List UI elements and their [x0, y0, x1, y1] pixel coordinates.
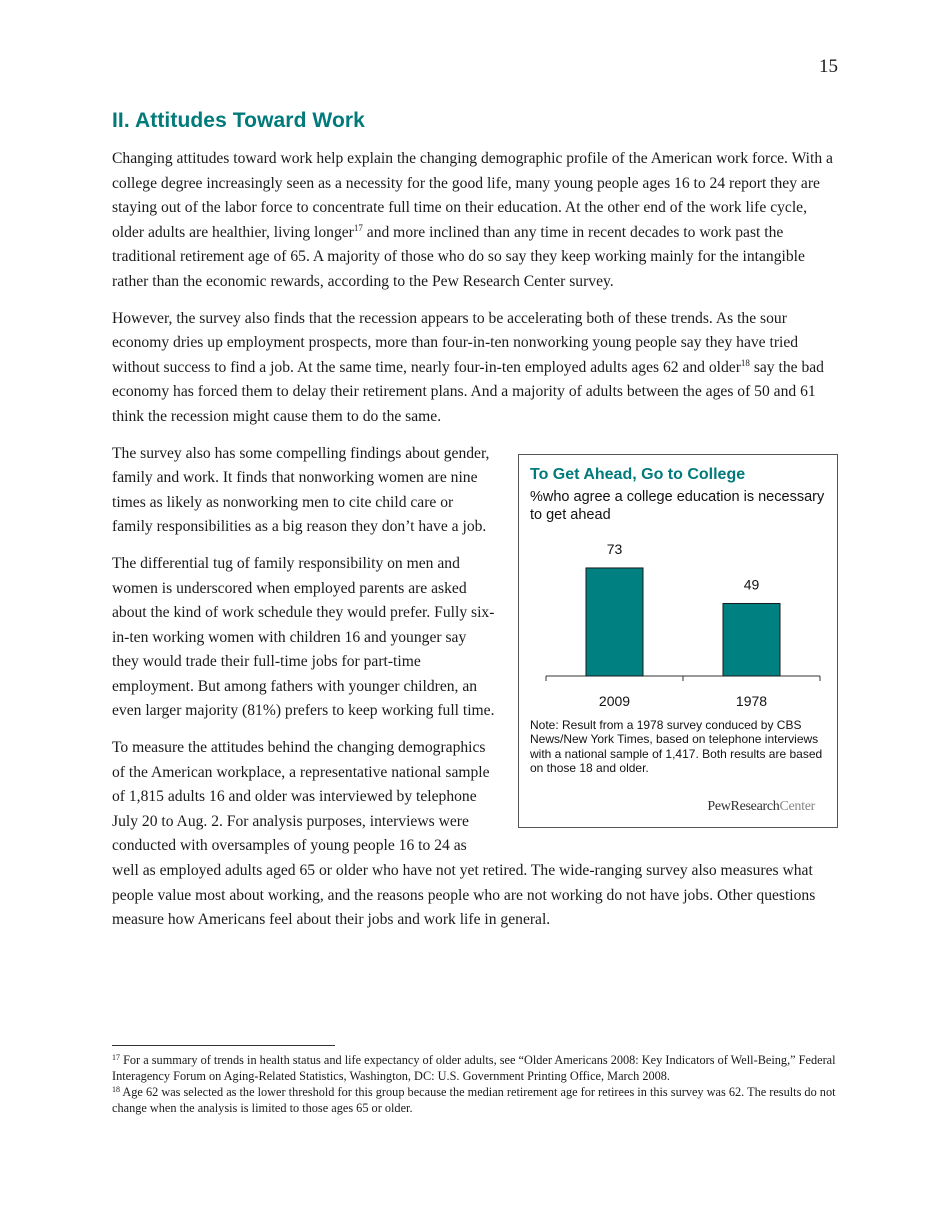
- paragraph-1-text-a: Changing attitudes toward work help explain the changing demographic profile of the American work force. With a college degree increasingly seen as a necessity for the good life, many young people ages 16 to 24 report they are staying out of the labor force to concentrate full time on their education. At the other end of the work life cycle, older adults are healthier, living longer: [112, 150, 833, 241]
- paragraph-1: [112, 147, 838, 295]
- footnote-ref-18[interactable]: 18: [740, 357, 750, 368]
- footnote-18-number: 18: [112, 1085, 120, 1094]
- paragraph-2-text-b: say the bad economy has forced them to delay their retirement plans. And a majority of adults between the ages of 50 and 61 think the recession might cause them to do the same.: [112, 358, 824, 425]
- category-label-2009: 2009: [598, 692, 631, 709]
- bar-2009: [586, 567, 643, 675]
- footnote-divider: [112, 1045, 335, 1046]
- paragraph-5: To measure the attitudes behind the changing demographics of the American workplace, a representative national sample of 1,815 adults 16 and older was interviewed by telephone July 20 to Aug. 2. For analysis purposes, interviews were conducted with oversamples of young people 16 to 24 as well as employed adults aged 65 or older who have not yet retired. The wide-ranging survey also measures what people value most about working, and the reasons people who are not working do not have jobs. Other questions measure how Americans feel about their jobs and work life in general.: [112, 739, 816, 929]
- chart-box: [518, 454, 838, 828]
- category-label-1978: 1978: [735, 692, 768, 709]
- footnote-18: [112, 1084, 838, 1116]
- paragraph-2: [112, 307, 838, 430]
- footnotes: [112, 1045, 838, 1116]
- main-content: [112, 109, 838, 945]
- pew-research-logo: [707, 799, 815, 815]
- footnote-18-text: Age 62 was selected as the lower threshold for this group because the median retirement age for retirees in this survey was 62. The results do not change when the analysis is limited to those ages 65 or older.: [112, 1085, 836, 1115]
- footnote-17: [112, 1052, 838, 1084]
- pew-logo-text: PewResearch: [707, 798, 780, 814]
- paragraph-2-text-a: However, the survey also finds that the recession appears to be accelerating both of these trends. As the sour economy dries up employment prospects, more than four-in-ten nonworking young people say they have tried without success to find a job. At the same time, nearly four-in-ten employed adults ages 62 and older: [112, 309, 799, 376]
- data-label-1978: 49: [743, 576, 760, 593]
- chart-subtitle: %who agree a college education is necessary to get ahead: [530, 488, 825, 523]
- footnote-17-text: For a summary of trends in health status and life expectancy of older adults, see “Older Americans 2008: Key Indicators of Well-Being,” Federal Interagency Forum on Aging-Related Statistics, Washington, DC: U.S. Government Printing Office, March 2008.: [112, 1053, 836, 1083]
- chart-note: Note: Result from a 1978 survey conduced by CBS News/New York Times, based on telephone interviews with a national sample of 1,417. Both results are based on those 18 and older.: [530, 717, 823, 776]
- chart-title: To Get Ahead, Go to College: [530, 465, 746, 483]
- data-label-2009: 73: [606, 540, 623, 557]
- paragraph-4: The differential tug of family responsibility on men and women is underscored when employed parents are asked about the kind of work schedule they would prefer. Fully six-in-ten working women with children 16 and younger say they would trade their full-time jobs for part-time employment. But among fathers with younger children, an even larger majority (81%) prefers to keep working full time.: [112, 554, 495, 720]
- pew-logo-center-text: Center: [779, 798, 815, 814]
- paragraph-1-text-b: and more inclined than any time in recent decades to work past the traditional retirement age of 65. A majority of those who do so say they keep working mainly for the intangible rather than the economic rewards, according to the Pew Research Center survey.: [112, 223, 805, 290]
- bar-chart: [530, 528, 826, 714]
- section-title: II. Attitudes Toward Work: [112, 109, 365, 132]
- footnote-17-number: 17: [112, 1053, 120, 1062]
- footnote-ref-17[interactable]: 17: [353, 222, 363, 233]
- bar-1978: [723, 603, 780, 676]
- paragraph-3: The survey also has some compelling findings about gender, family and work. It finds that nonworking women are nine times as likely as nonworking men to cite child care or family responsibilities as a big reason they don’t have a job.: [112, 444, 490, 536]
- page-number: 15: [819, 56, 838, 77]
